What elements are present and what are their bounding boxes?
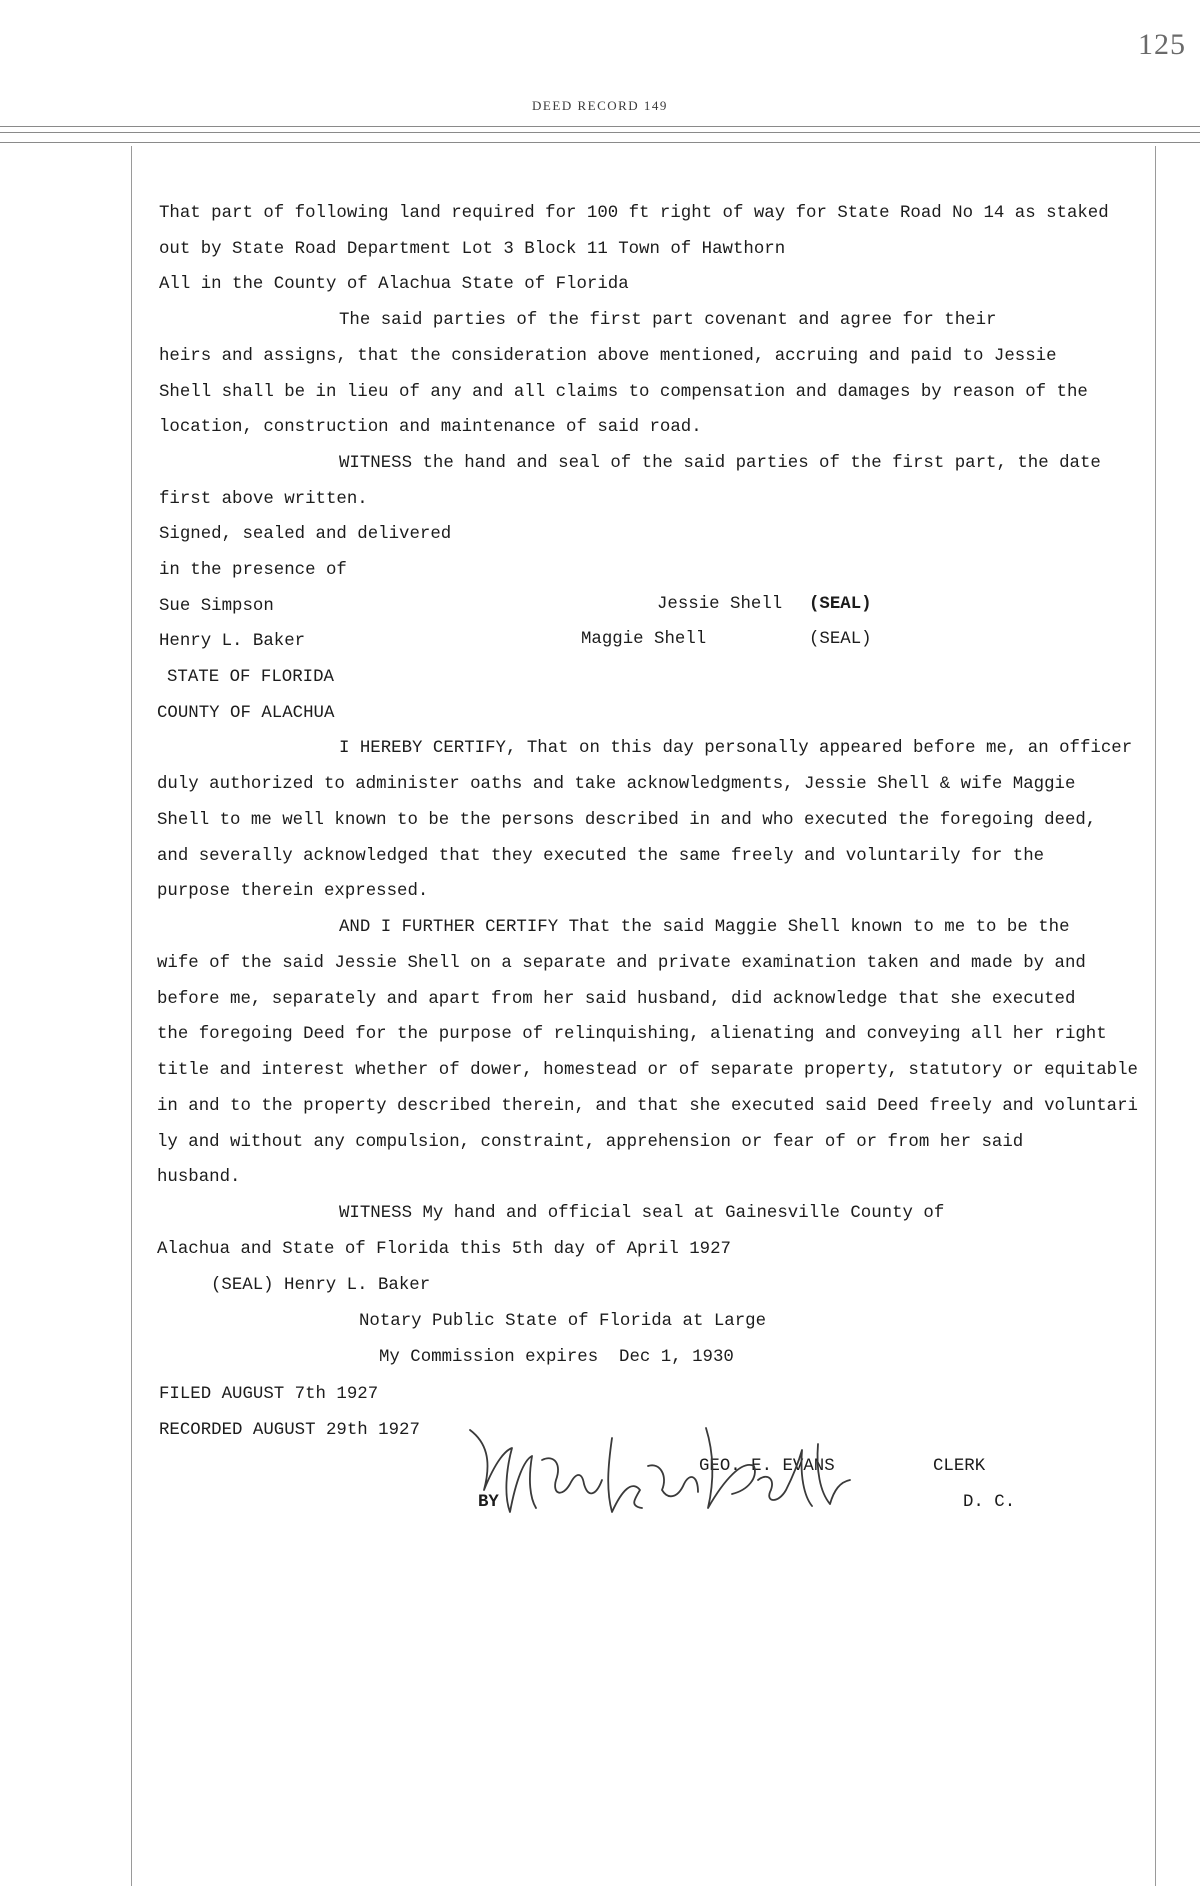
body-line: That part of following land required for 100 ft right of way for State Road No 14 as staked <box>159 204 1109 223</box>
body-line: Shell shall be in lieu of any and all claims to compensation and damages by reason of the <box>159 383 1088 402</box>
acknowledgment-line: AND I FURTHER CERTIFY That the said Maggie Shell known to me to be the <box>339 918 1070 937</box>
body-line: heirs and assigns, that the consideration above mentioned, accruing and paid to Jessie <box>159 347 1057 366</box>
body-line: WITNESS the hand and seal of the said parties of the first part, the date <box>339 454 1101 473</box>
county-heading: COUNTY OF ALACHUA <box>157 704 335 723</box>
acknowledgment-line: ly and without any compulsion, constraint, apprehension or fear of or from her said <box>157 1133 1024 1152</box>
grantor-name: Maggie Shell <box>581 630 707 649</box>
acknowledgment-line: Alachua and State of Florida this 5th day of April 1927 <box>157 1240 731 1259</box>
header-rule-top <box>0 126 1200 127</box>
acknowledgment-line: duly authorized to administer oaths and take acknowledgments, Jessie Shell & wife Maggie <box>157 775 1076 794</box>
filed-date: FILED AUGUST 7th 1927 <box>159 1385 379 1404</box>
acknowledgment-line: the foregoing Deed for the purpose of relinquishing, alienating and conveying all her right <box>157 1025 1107 1044</box>
page-number: 125 <box>1138 28 1186 61</box>
record-header: DEED RECORD 149 <box>532 98 668 113</box>
seal-mark: (SEAL) <box>809 595 872 614</box>
grantor-name: Jessie Shell <box>657 595 783 614</box>
acknowledgment-line: wife of the said Jessie Shell on a separate and private examination taken and made by and <box>157 954 1086 973</box>
state-heading: STATE OF FLORIDA <box>167 668 334 687</box>
commission-expiry: My Commission expires Dec 1, 1930 <box>379 1348 734 1367</box>
witness-name: Henry L. Baker <box>159 632 306 651</box>
signature-strokes <box>470 1428 850 1512</box>
body-line: first above written. <box>159 490 368 509</box>
header-rule-bottom <box>0 142 1200 143</box>
header-rule-mid <box>0 132 1200 133</box>
body-line: location, construction and maintenance of said road. <box>159 418 702 437</box>
deputy-clerk-label: D. C. <box>963 1493 1016 1512</box>
acknowledgment-line: husband. <box>157 1168 241 1187</box>
acknowledgment-line: and severally acknowledged that they executed the same freely and voluntarily for the <box>157 847 1045 866</box>
left-margin-rule <box>131 146 132 1886</box>
witness-name: Sue Simpson <box>159 597 274 616</box>
acknowledgment-line: before me, separately and apart from her said husband, did acknowledge that she executed <box>157 990 1076 1009</box>
recorded-date: RECORDED AUGUST 29th 1927 <box>159 1421 420 1440</box>
body-line: All in the County of Alachua State of Florida <box>159 275 629 294</box>
body-line: The said parties of the first part covenant and agree for their <box>339 311 997 330</box>
clerk-title: CLERK <box>933 1457 986 1476</box>
deputy-clerk-signature <box>462 1420 862 1532</box>
notary-title: Notary Public State of Florida at Large <box>359 1312 767 1331</box>
acknowledgment-line: Shell to me well known to be the persons described in and who executed the foregoing deed, <box>157 811 1097 830</box>
seal-mark: (SEAL) <box>809 630 872 649</box>
notary-seal: (SEAL) Henry L. Baker <box>211 1276 431 1295</box>
acknowledgment-line: I HEREBY CERTIFY, That on this day personally appeared before me, an officer <box>339 739 1133 758</box>
acknowledgment-line: in and to the property described therein, and that she executed said Deed freely and voluntari <box>157 1097 1138 1116</box>
right-margin-rule <box>1155 146 1156 1886</box>
clerk-name: GEO. E. EVANS <box>699 1457 835 1476</box>
by-label: BY <box>478 1493 499 1512</box>
body-line: out by State Road Department Lot 3 Block 11 Town of Hawthorn <box>159 240 786 259</box>
acknowledgment-line: purpose therein expressed. <box>157 882 429 901</box>
body-line: Signed, sealed and delivered <box>159 525 452 544</box>
acknowledgment-line: title and interest whether of dower, homestead or of separate property, statutory or equitable <box>157 1061 1138 1080</box>
body-line: in the presence of <box>159 561 347 580</box>
acknowledgment-line: WITNESS My hand and official seal at Gainesville County of <box>339 1204 945 1223</box>
